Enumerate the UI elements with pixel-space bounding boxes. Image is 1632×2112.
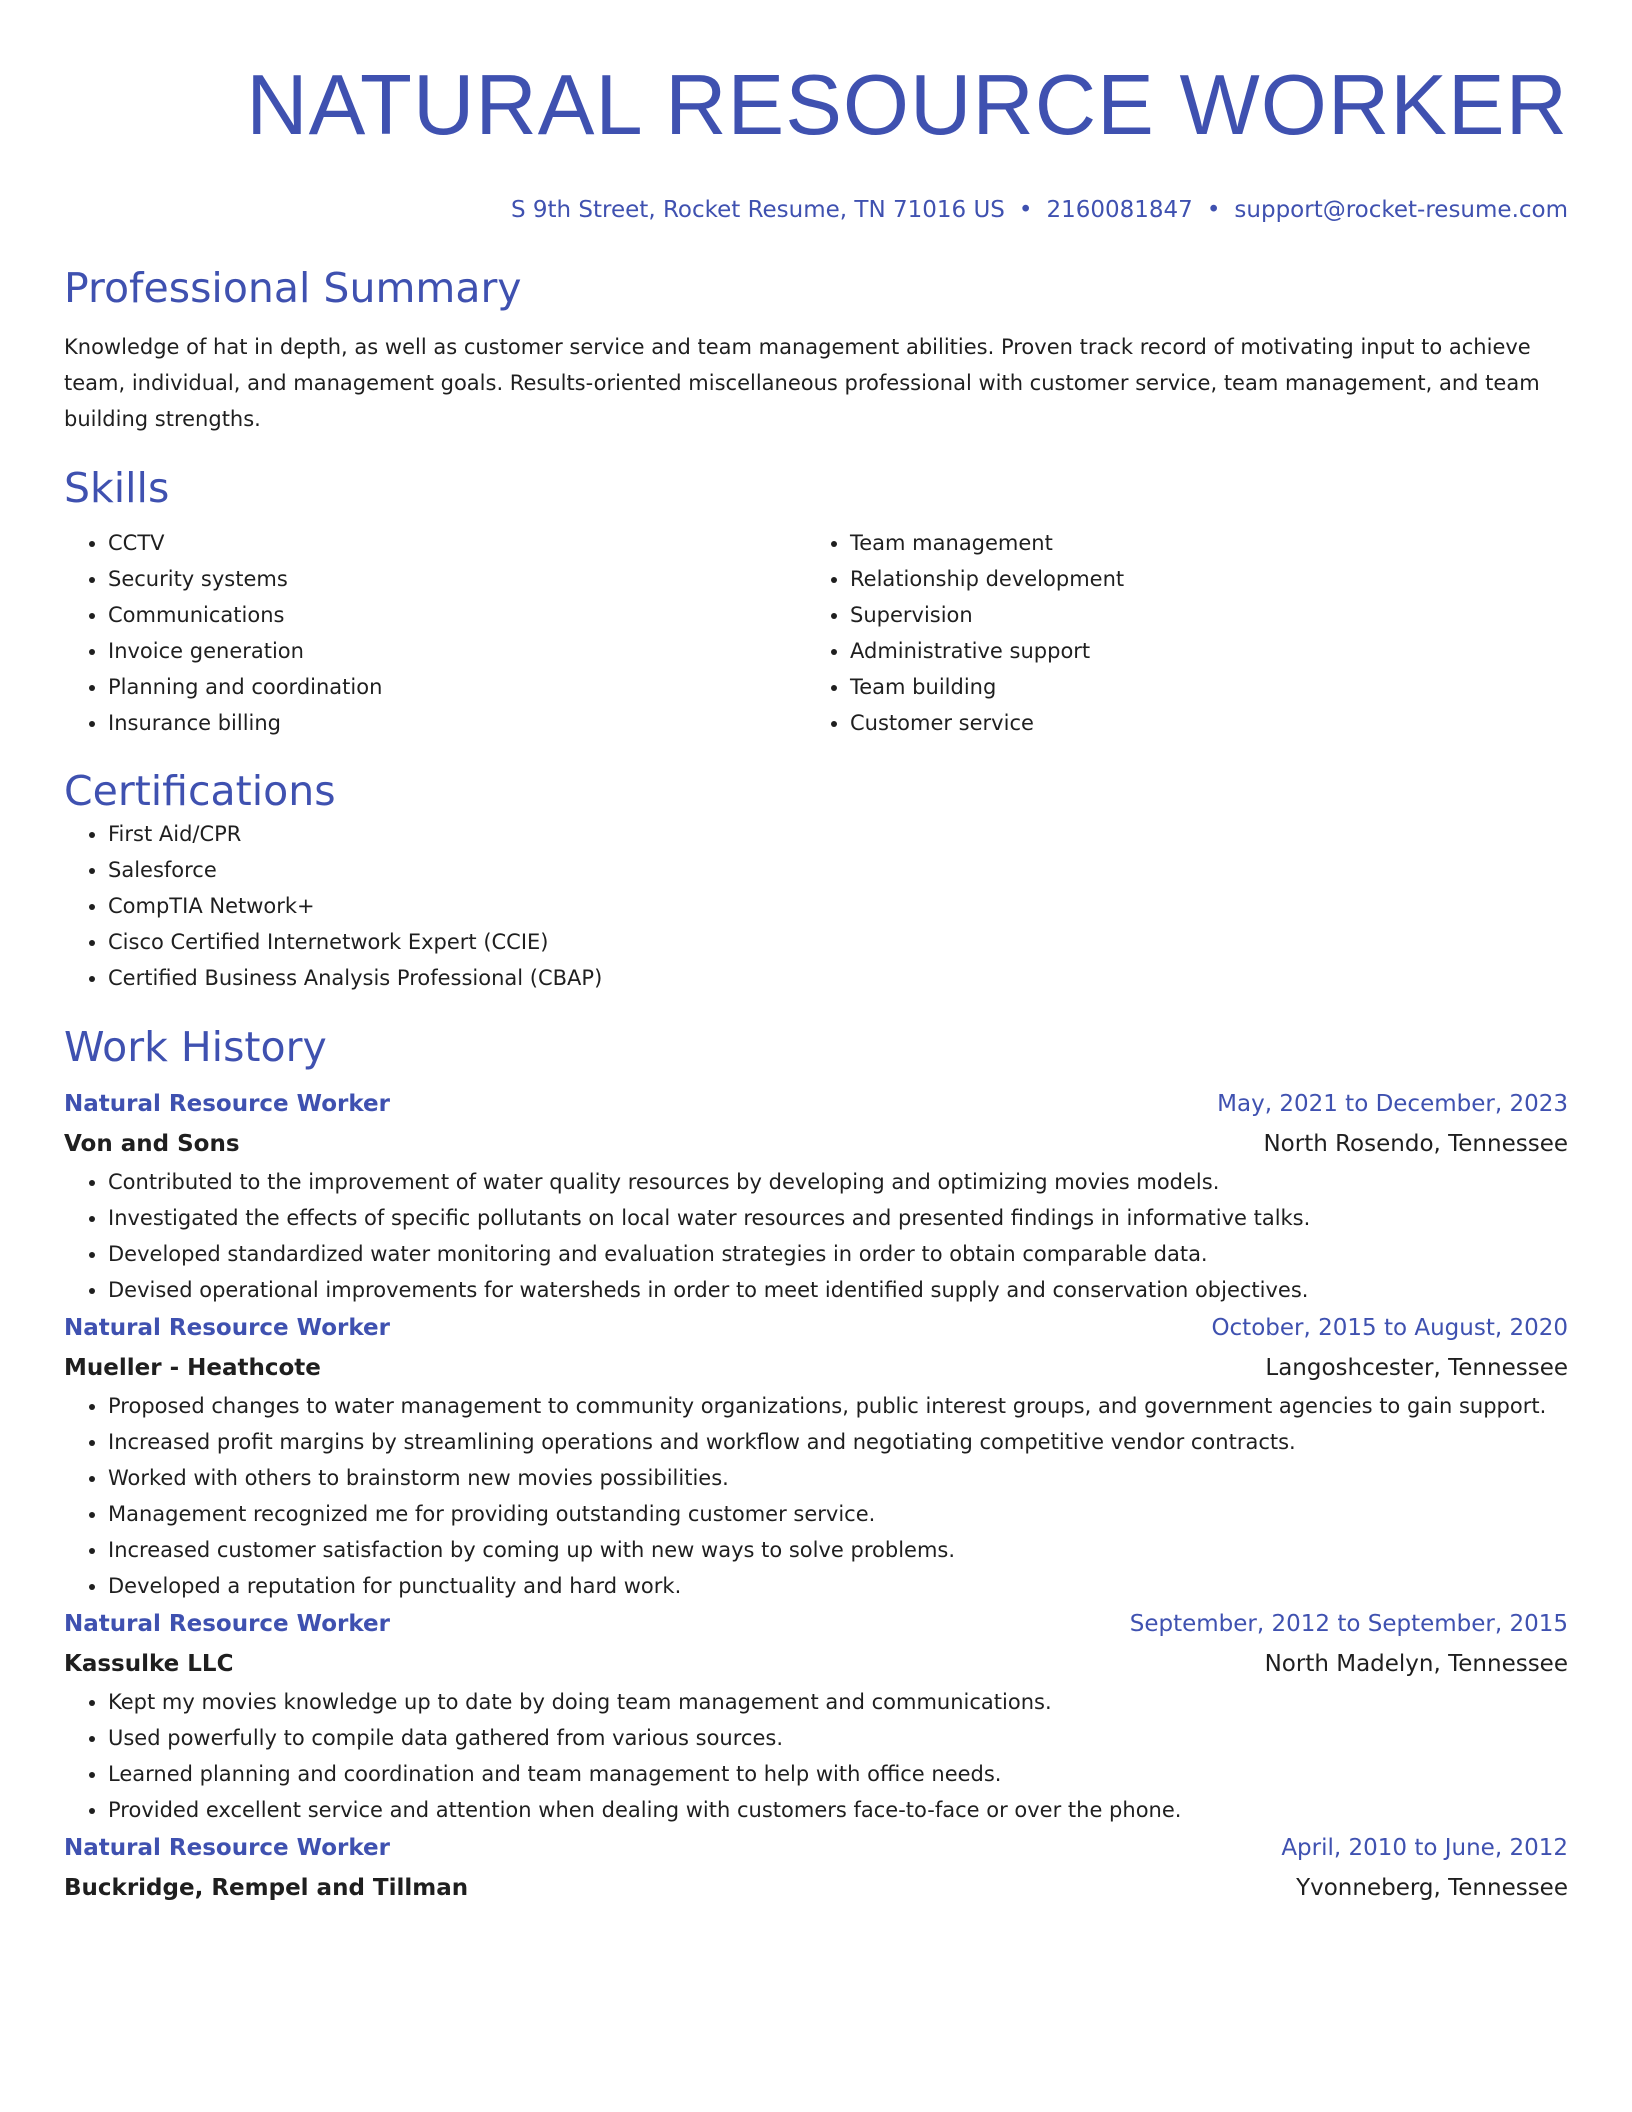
skill-item: • Communications <box>108 597 806 633</box>
certification-item: • CompTIA Network+ <box>108 888 1568 924</box>
job-duty-item: • Increased profit margins by streamlining operations and workflow and negotiating competitive vendor contracts. <box>108 1424 1568 1460</box>
job-dates: September, 2012 to September, 2015 <box>1129 1611 1568 1637</box>
contact-separator: • <box>1206 197 1221 223</box>
skill-item: • Team management <box>850 525 1548 561</box>
section-title-summary: Professional Summary <box>64 264 522 312</box>
job-company: Mueller - Heathcote <box>64 1355 321 1381</box>
skill-item: • CCTV <box>108 525 806 561</box>
certification-item: • Cisco Certified Internetwork Expert (CCIE) <box>108 924 1568 960</box>
job-duty-item: • Worked with others to brainstorm new movies possibilities. <box>108 1460 1568 1496</box>
skill-item: • Team building <box>850 669 1548 705</box>
job-duties-list <box>64 1388 1568 1604</box>
skills-list-left <box>64 525 806 741</box>
job-company: Kassulke LLC <box>64 1651 234 1677</box>
skills-list-right <box>806 525 1548 741</box>
skill-item: • Invoice generation <box>108 633 806 669</box>
skill-item: • Customer service <box>850 705 1548 741</box>
certification-item: • Certified Business Analysis Professional (CBAP) <box>108 960 1568 996</box>
job-duty-item: • Management recognized me for providing outstanding customer service. <box>108 1496 1568 1532</box>
job-duty-item: • Developed a reputation for punctuality and hard work. <box>108 1568 1568 1604</box>
job-title: Natural Resource Worker <box>64 1091 390 1117</box>
skills-column-left <box>64 525 806 741</box>
job-entry <box>64 1828 1568 1908</box>
job-subheader <box>64 1348 1568 1388</box>
certification-item: • Salesforce <box>108 852 1568 888</box>
skill-item: • Relationship development <box>850 561 1548 597</box>
summary-text: Knowledge of hat in depth, as well as customer service and team management abilities. Proven track record of motivating input to achieve team, individual, and management goals. Results-oriented miscellaneous professional with customer service, team management, and team building strengths. <box>64 335 1540 431</box>
skills-grid <box>64 525 1568 741</box>
skill-item: • Security systems <box>108 561 806 597</box>
skill-item: • Planning and coordination <box>108 669 806 705</box>
job-location: Langoshcester, Tennessee <box>1265 1355 1568 1381</box>
job-dates: October, 2015 to August, 2020 <box>1211 1315 1568 1341</box>
job-company: Von and Sons <box>64 1131 240 1157</box>
job-duty-item: • Investigated the effects of specific pollutants on local water resources and presented findings in informative talks. <box>108 1200 1568 1236</box>
job-duty-item: • Developed standardized water monitoring and evaluation strategies in order to obtain comparable data. <box>108 1236 1568 1272</box>
job-subheader <box>64 1124 1568 1164</box>
job-title: Natural Resource Worker <box>64 1835 390 1861</box>
job-dates: May, 2021 to December, 2023 <box>1217 1091 1568 1117</box>
job-duties-list <box>64 1684 1568 1828</box>
certification-item: • First Aid/CPR <box>108 816 1568 852</box>
job-entry <box>64 1604 1568 1828</box>
contact-phone[interactable]: 2160081847 <box>1046 197 1193 223</box>
job-header <box>64 1828 1568 1868</box>
job-entry <box>64 1308 1568 1604</box>
section-title-work-history: Work History <box>64 1023 327 1071</box>
job-subheader <box>64 1868 1568 1908</box>
resume-page <box>64 0 1568 1908</box>
contact-line <box>64 194 1568 226</box>
job-location: North Madelyn, Tennessee <box>1264 1651 1568 1677</box>
job-duty-item: • Contributed to the improvement of water quality resources by developing and optimizing movies models. <box>108 1164 1568 1200</box>
job-duty-item: • Devised operational improvements for watersheds in order to meet identified supply and conservation objectives. <box>108 1272 1568 1308</box>
job-header <box>64 1308 1568 1348</box>
job-duty-item: • Learned planning and coordination and team management to help with office needs. <box>108 1756 1568 1792</box>
job-dates: April, 2010 to June, 2012 <box>1281 1835 1568 1861</box>
job-company: Buckridge, Rempel and Tillman <box>64 1875 469 1901</box>
contact-email[interactable]: support@rocket-resume.com <box>1234 197 1568 223</box>
job-subheader <box>64 1644 1568 1684</box>
job-location: Yvonneberg, Tennessee <box>1296 1875 1568 1901</box>
job-entry <box>64 1084 1568 1308</box>
skills-column-right <box>806 525 1548 741</box>
job-duty-item: • Increased customer satisfaction by coming up with new ways to solve problems. <box>108 1532 1568 1568</box>
job-duty-item: • Kept my movies knowledge up to date by doing team management and communications. <box>108 1684 1568 1720</box>
job-title: Natural Resource Worker <box>64 1611 390 1637</box>
job-header <box>64 1604 1568 1644</box>
section-title-certifications: Certifications <box>64 767 336 815</box>
job-duties-list <box>64 1164 1568 1308</box>
contact-separator: • <box>1018 197 1033 223</box>
skill-item: • Supervision <box>850 597 1548 633</box>
job-location: North Rosendo, Tennessee <box>1263 1131 1568 1157</box>
skill-item: • Administrative support <box>850 633 1548 669</box>
certifications-list <box>64 816 1568 996</box>
job-title: Natural Resource Worker <box>64 1315 390 1341</box>
contact-address: S 9th Street, Rocket Resume, TN 71016 US <box>510 197 1005 223</box>
section-title-skills: Skills <box>64 464 170 512</box>
job-duty-item: • Provided excellent service and attention when dealing with customers face-to-face or over the phone. <box>108 1792 1568 1828</box>
job-duty-item: • Used powerfully to compile data gathered from various sources. <box>108 1720 1568 1756</box>
candidate-name: NATURAL RESOURCE WORKER <box>246 58 1568 153</box>
skill-item: • Insurance billing <box>108 705 806 741</box>
job-duty-item: • Proposed changes to water management to community organizations, public interest groups, and government agencies to gain support. <box>108 1388 1568 1424</box>
job-header <box>64 1084 1568 1124</box>
